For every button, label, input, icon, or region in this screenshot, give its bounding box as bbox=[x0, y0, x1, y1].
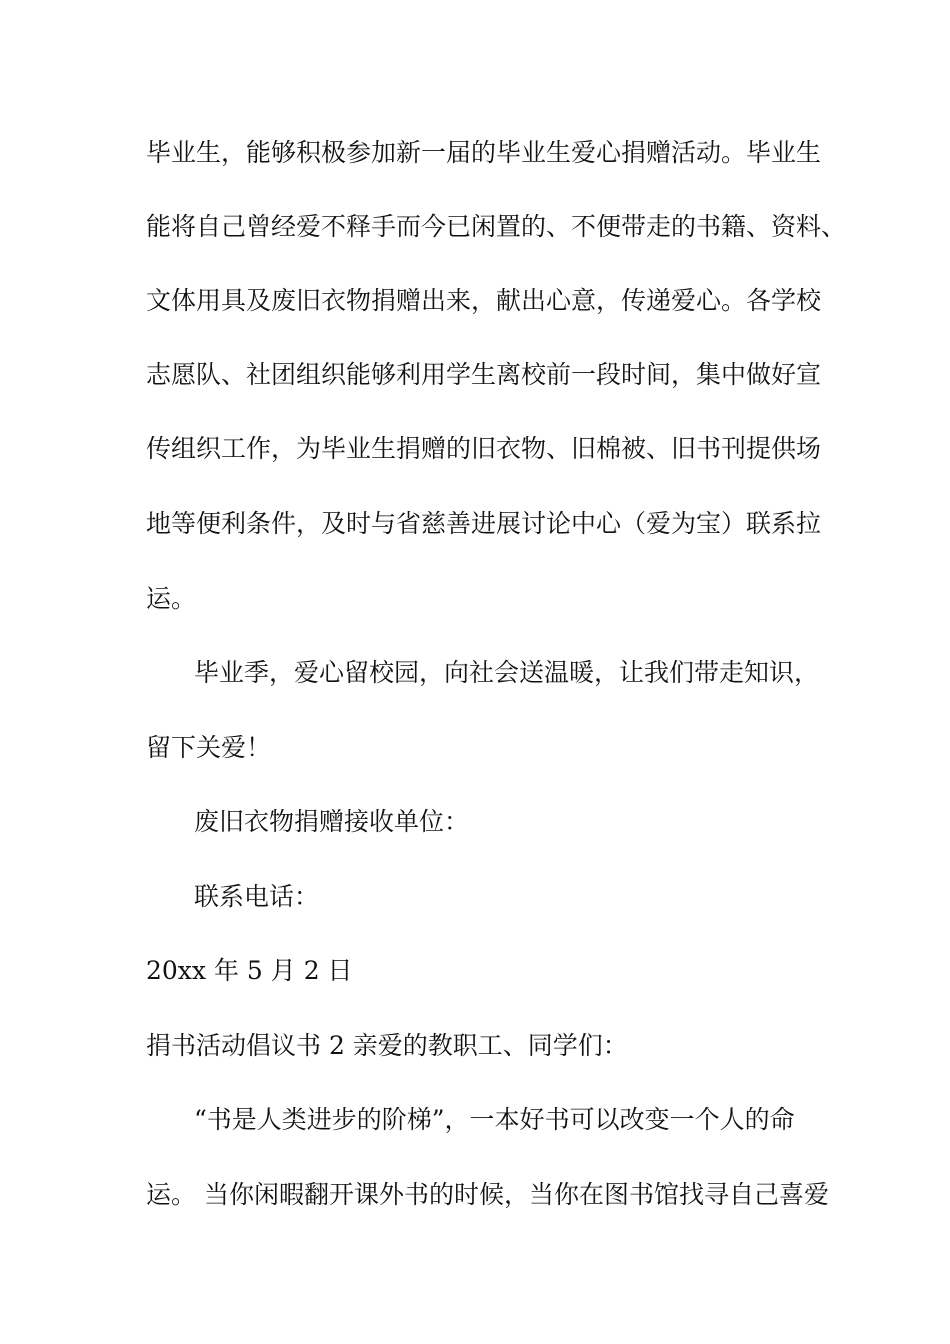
contact-phone-label: 联系电话： bbox=[194, 882, 320, 911]
paragraph-line: 文体用具及废旧衣物捐赠出来，献出心意，传递爱心。各学校 bbox=[146, 286, 822, 315]
paragraph-line: 地等便利条件，及时与省慈善进展讨论中心（爱为宝）联系拉 bbox=[146, 509, 822, 538]
recipient-unit-label: 废旧衣物捐赠接收单位： bbox=[194, 807, 470, 836]
paragraph-line: 能将自己曾经爱不释手而今已闲置的、不便带走的书籍、资料、 bbox=[146, 212, 847, 241]
paragraph-line: 留下关爱！ bbox=[146, 733, 272, 762]
date-line: 20xx 年 5 月 2 日 bbox=[146, 956, 353, 985]
paragraph-line: 传组织工作，为毕业生捐赠的旧衣物、旧棉被、旧书刊提供场 bbox=[146, 434, 822, 463]
paragraph-line: 志愿队、社团组织能够利用学生离校前一段时间，集中做好宣 bbox=[146, 360, 822, 389]
paragraph-line: 毕业生，能够积极参加新一届的毕业生爱心捐赠活动。毕业生 bbox=[146, 138, 822, 167]
heading-line: 捐书活动倡议书 2 亲爱的教职工、同学们： bbox=[146, 1031, 628, 1060]
paragraph-line: “书是人类进步的阶梯”，一本好书可以改变一个人的命 bbox=[194, 1105, 795, 1134]
paragraph-line: 运。 当你闲暇翻开课外书的时候，当你在图书馆找寻自己喜爱 bbox=[146, 1180, 829, 1209]
paragraph-line: 运。 bbox=[146, 584, 197, 613]
paragraph-line: 毕业季，爱心留校园，向社会送温暖，让我们带走知识， bbox=[194, 658, 820, 687]
